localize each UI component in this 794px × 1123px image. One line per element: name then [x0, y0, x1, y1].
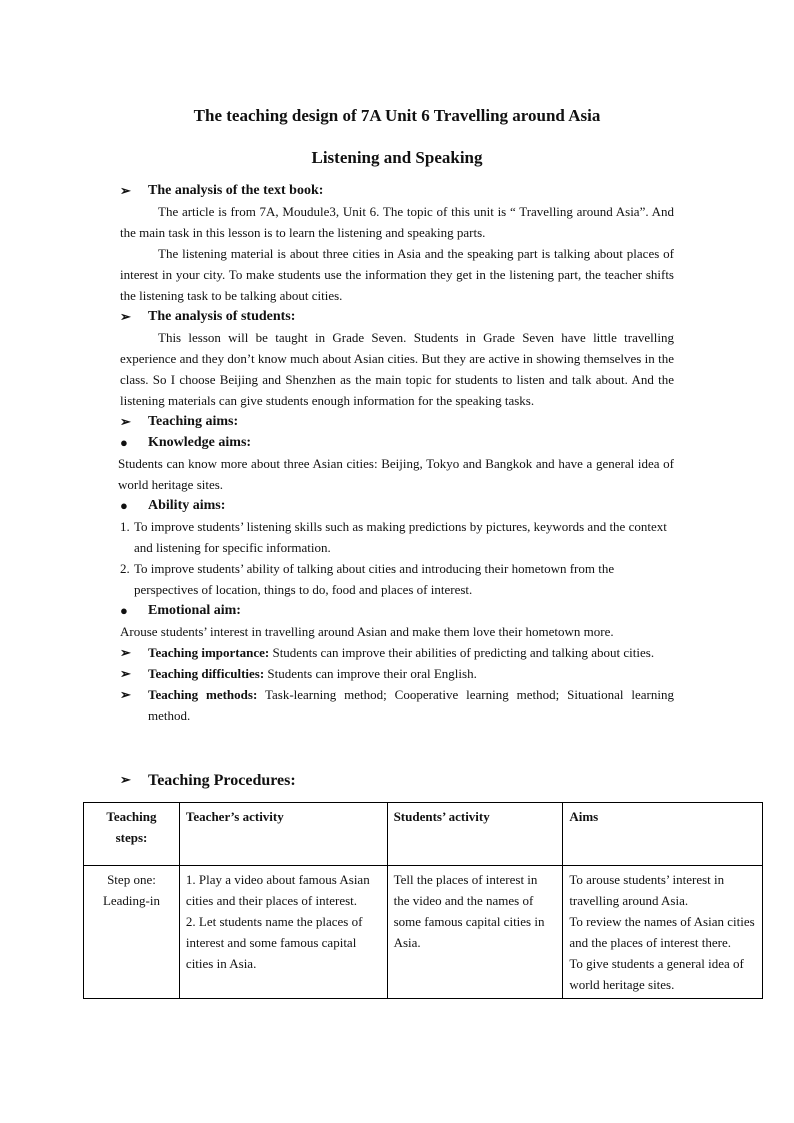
cell-step: Step one: Leading-in — [84, 866, 180, 999]
table-header-row — [84, 803, 763, 866]
section-difficulties — [120, 663, 674, 684]
arrow-bullet-icon: ➢ — [120, 414, 131, 429]
dot-bullet-icon: ● — [120, 498, 128, 513]
section-methods — [120, 684, 674, 726]
section-aims — [120, 411, 674, 432]
paragraph: The article is from 7A, Moudule3, Unit 6. The topic of this unit is “ Travelling around Asia”. And the main task in this lesson is to learn the listening and speaking parts. — [120, 204, 674, 240]
arrow-bullet-icon: ➢ — [120, 183, 131, 198]
subsection-ability — [120, 495, 674, 516]
cell-line: To review the names of Asian cities and the places of interest there. — [569, 914, 755, 950]
arrow-bullet-icon: ➢ — [120, 645, 131, 660]
column-header-students: Students’ activity — [387, 803, 563, 866]
section-body: Task-learning method; Cooperative learning method; Situational learning method. — [148, 687, 674, 723]
column-header-aims: Aims — [563, 803, 763, 866]
cell-line: 1. Play a video about famous Asian cities and their places of interest. — [185, 872, 370, 908]
section-text — [120, 684, 674, 726]
section-students — [120, 306, 674, 327]
list-item-text: To improve students’ ability of talking about cities and introducing their hometown from the perspectives of location, things to do, food and places of interest. — [134, 561, 615, 597]
subsection-heading: Ability aims: — [148, 498, 226, 513]
column-header-steps: Teaching steps: — [84, 803, 180, 866]
section-text — [120, 663, 674, 684]
list-number: 1. — [120, 519, 130, 534]
procedures-table — [83, 802, 763, 999]
section-heading: Teaching methods: — [148, 687, 258, 702]
list-item — [120, 558, 674, 600]
section-text — [120, 642, 674, 663]
section-heading: The analysis of students: — [148, 309, 296, 324]
dot-bullet-icon: ● — [120, 435, 128, 450]
subsection-heading: Emotional aim: — [148, 603, 241, 618]
arrow-bullet-icon: ➢ — [120, 309, 131, 324]
paragraph: Students can know more about three Asian cities: Beijing, Tokyo and Bangkok and have a general idea of world heritage sites. — [118, 456, 674, 492]
paragraph: This lesson will be taught in Grade Seven. Students in Grade Seven have little travelling experience and they don’t know much about Asian cities. But they are active in showing themselves in the class. So I choose Beijing and Shenzhen as the main topic for students to listen and talk about. And the listening materials can give students enough information for the speaking tasks. — [120, 330, 674, 408]
section-procedures — [120, 772, 674, 790]
cell-line: To give students a general idea of world heritage sites. — [569, 956, 744, 992]
arrow-bullet-icon: ➢ — [120, 687, 131, 702]
section-body: Students can improve their abilities of predicting and talking about cities. — [272, 645, 655, 660]
subsection-emotional — [120, 600, 674, 621]
arrow-bullet-icon: ➢ — [120, 772, 131, 787]
list-item — [120, 516, 674, 558]
cell-teacher-activity — [179, 866, 387, 999]
list-item-text: To improve students’ listening skills such as making predictions by pictures, keywords and the context and listening for specific information. — [134, 519, 667, 555]
section-heading: Teaching importance: — [148, 645, 270, 660]
document-body — [120, 180, 674, 726]
table-row — [84, 866, 763, 999]
section-heading: Teaching aims: — [148, 414, 239, 429]
section-importance — [120, 642, 674, 663]
section-heading: The analysis of the text book: — [148, 183, 324, 198]
cell-aims — [563, 866, 763, 999]
cell-line: 2. Let students name the places of interest and some famous capital cities in Asia. — [185, 914, 363, 971]
section-heading: Teaching Procedures: — [148, 772, 296, 789]
column-header-teacher: Teacher’s activity — [179, 803, 387, 866]
document-title: The teaching design of 7A Unit 6 Travelling around Asia — [193, 106, 601, 125]
cell-line: To arouse students’ interest in travelling around Asia. — [569, 872, 725, 908]
list-number: 2. — [120, 561, 130, 576]
section-textbook — [120, 180, 674, 201]
section-body: Students can improve their oral English. — [267, 666, 477, 681]
cell-students-activity: Tell the places of interest in the video and the names of some famous capital cities in Asia. — [387, 866, 563, 999]
paragraph: Arouse students’ interest in travelling around Asian and make them love their hometown more. — [120, 624, 614, 639]
arrow-bullet-icon: ➢ — [120, 666, 131, 681]
subsection-heading: Knowledge aims: — [148, 435, 252, 450]
subsection-knowledge — [120, 432, 674, 453]
dot-bullet-icon: ● — [120, 603, 128, 618]
document-subtitle: Listening and Speaking — [311, 148, 483, 167]
section-heading: Teaching difficulties: — [148, 666, 265, 681]
paragraph: The listening material is about three cities in Asia and the speaking part is talking about places of interest in your city. To make students use the information they get in the listening part, the teacher shifts the listening task to be talking about cities. — [120, 246, 674, 303]
